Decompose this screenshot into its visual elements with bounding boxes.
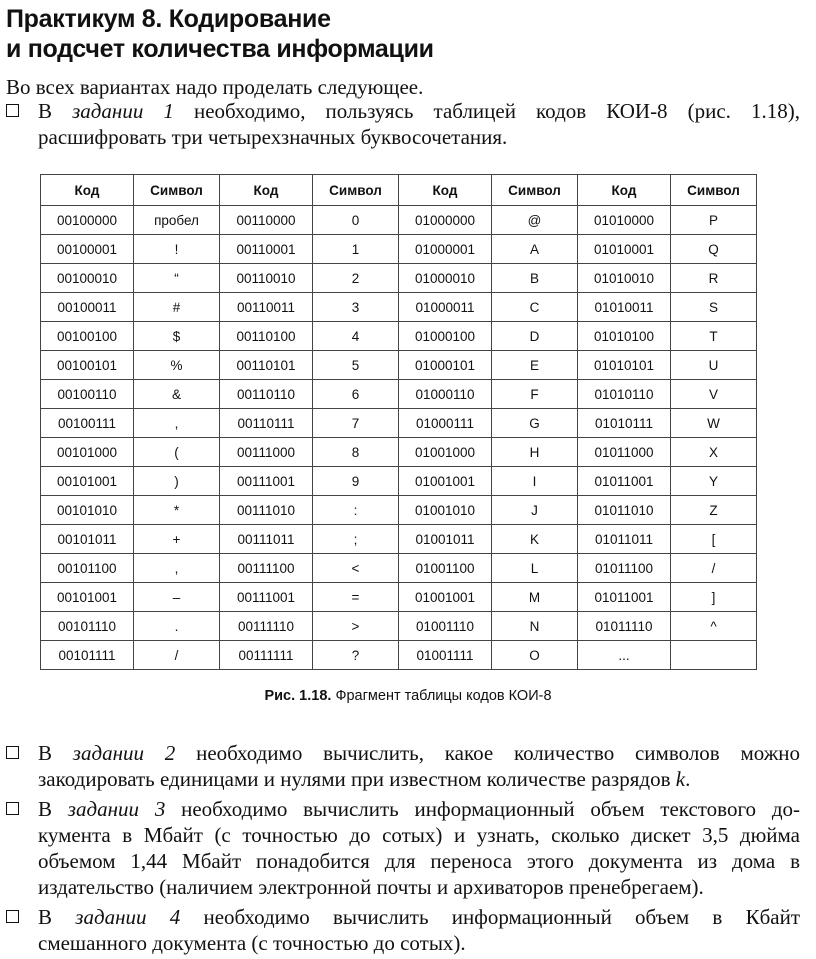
symbol-cell: 6 <box>313 380 399 409</box>
code-cell: 01010000 <box>578 206 671 235</box>
code-cell: 01001111 <box>399 641 492 670</box>
symbol-cell: B <box>492 264 578 293</box>
code-cell: 01010010 <box>578 264 671 293</box>
symbol-cell: N <box>492 612 578 641</box>
code-cell: 00111001 <box>220 583 313 612</box>
symbol-cell: < <box>313 554 399 583</box>
symbol-cell: U <box>671 351 757 380</box>
code-cell: 01001001 <box>399 467 492 496</box>
code-cell: 01010100 <box>578 322 671 351</box>
task-1-item <box>6 98 800 150</box>
code-cell: ... <box>578 641 671 670</box>
symbol-cell: V <box>671 380 757 409</box>
code-cell: 00100011 <box>41 293 134 322</box>
figure-caption <box>0 688 816 704</box>
code-cell: 00110111 <box>220 409 313 438</box>
code-cell: 01011110 <box>578 612 671 641</box>
symbol-cell: @ <box>492 206 578 235</box>
code-cell: 01000011 <box>399 293 492 322</box>
table-row <box>41 438 757 467</box>
task-1-line-1: В задании 1 необходимо, пользуясь таблицей кодов КОИ-8 (рис. 1.18), <box>38 99 801 123</box>
table-row <box>41 264 757 293</box>
column-header-symbol: Символ <box>492 175 578 206</box>
code-cell: 00101100 <box>41 554 134 583</box>
code-cell: 00100101 <box>41 351 134 380</box>
symbol-cell: S <box>671 293 757 322</box>
table-row <box>41 206 757 235</box>
symbol-cell: $ <box>134 322 220 351</box>
code-cell: 00111011 <box>220 525 313 554</box>
symbol-cell: 5 <box>313 351 399 380</box>
symbol-cell: . <box>134 612 220 641</box>
code-cell: 00111100 <box>220 554 313 583</box>
task-3-line-2: кумента в Мбайт (с точностью до сотых) и узнать, сколько дискет 3,5 дюйма <box>38 823 800 847</box>
symbol-cell: ; <box>313 525 399 554</box>
code-cell: 01001110 <box>399 612 492 641</box>
symbol-cell: * <box>134 496 220 525</box>
symbol-cell: W <box>671 409 757 438</box>
task-3-line-4: издательство (наличием электронной почты и архиваторов пренебрегаем). <box>38 875 704 899</box>
lead-paragraph: Во всех вариантах надо проделать следующее. <box>6 75 424 99</box>
code-cell: 01001100 <box>399 554 492 583</box>
table-row <box>41 409 757 438</box>
code-cell: 00100010 <box>41 264 134 293</box>
code-cell: 00110100 <box>220 322 313 351</box>
symbol-cell: ! <box>134 235 220 264</box>
symbol-cell: , <box>134 554 220 583</box>
table-row <box>41 322 757 351</box>
code-cell: 01010101 <box>578 351 671 380</box>
code-cell: 01011010 <box>578 496 671 525</box>
code-cell: 00110101 <box>220 351 313 380</box>
symbol-cell: A <box>492 235 578 264</box>
symbol-cell: , <box>134 409 220 438</box>
code-cell: 00101001 <box>41 583 134 612</box>
symbol-cell: [ <box>671 525 757 554</box>
code-cell: 01011011 <box>578 525 671 554</box>
code-cell: 01011100 <box>578 554 671 583</box>
symbol-cell: 4 <box>313 322 399 351</box>
table-row <box>41 293 757 322</box>
symbol-cell: 7 <box>313 409 399 438</box>
symbol-cell: R <box>671 264 757 293</box>
symbol-cell: F <box>492 380 578 409</box>
code-cell: 00110010 <box>220 264 313 293</box>
code-cell: 01010001 <box>578 235 671 264</box>
caption-label: Рис. 1.18. <box>264 688 332 704</box>
task-4-line-1: В задании 4 необходимо вычислить информационный объем в Кбайт <box>38 905 800 929</box>
code-cell: 00111010 <box>220 496 313 525</box>
symbol-cell: G <box>492 409 578 438</box>
table-row <box>41 554 757 583</box>
symbol-cell: # <box>134 293 220 322</box>
symbol-cell: D <box>492 322 578 351</box>
symbol-cell: & <box>134 380 220 409</box>
task-2-item <box>6 740 800 792</box>
code-cell: 00111000 <box>220 438 313 467</box>
code-cell: 01000001 <box>399 235 492 264</box>
task-3-line-3: объемом 1,44 Мбайт понадобится для переноса этого документа из дома в <box>38 849 800 873</box>
symbol-cell: P <box>671 206 757 235</box>
code-cell: 00100001 <box>41 235 134 264</box>
symbol-cell: E <box>492 351 578 380</box>
table-header-row <box>41 175 757 206</box>
code-cell: 00110000 <box>220 206 313 235</box>
table-body <box>41 206 757 670</box>
column-header-code: Код <box>220 175 313 206</box>
task-4-item <box>6 904 800 956</box>
code-cell: 00101001 <box>41 467 134 496</box>
column-header-code: Код <box>41 175 134 206</box>
symbol-cell: пробел <box>134 206 220 235</box>
symbol-cell: Y <box>671 467 757 496</box>
code-cell: 01010111 <box>578 409 671 438</box>
symbol-cell: – <box>134 583 220 612</box>
table-row <box>41 641 757 670</box>
code-cell: 00101000 <box>41 438 134 467</box>
task-3-item <box>6 796 800 900</box>
code-cell: 00100110 <box>41 380 134 409</box>
symbol-cell: I <box>492 467 578 496</box>
page-title <box>6 4 434 64</box>
symbol-cell: H <box>492 438 578 467</box>
symbol-cell: M <box>492 583 578 612</box>
table-row <box>41 612 757 641</box>
code-cell: 01001001 <box>399 583 492 612</box>
code-cell: 01000010 <box>399 264 492 293</box>
code-cell: 00100111 <box>41 409 134 438</box>
symbol-cell: 0 <box>313 206 399 235</box>
symbol-cell: + <box>134 525 220 554</box>
code-cell: 01011000 <box>578 438 671 467</box>
symbol-cell: % <box>134 351 220 380</box>
code-cell: 00111001 <box>220 467 313 496</box>
checkbox-bullet-icon <box>6 104 19 117</box>
column-header-symbol: Символ <box>671 175 757 206</box>
symbol-cell: 8 <box>313 438 399 467</box>
symbol-cell: 3 <box>313 293 399 322</box>
symbol-cell: ) <box>134 467 220 496</box>
code-cell: 01001000 <box>399 438 492 467</box>
code-cell: 00111111 <box>220 641 313 670</box>
table-row <box>41 583 757 612</box>
symbol-cell: ( <box>134 438 220 467</box>
task-4-line-2: смешанного документа (с точностью до сотых). <box>38 931 466 955</box>
code-cell: 00100000 <box>41 206 134 235</box>
symbol-cell: Z <box>671 496 757 525</box>
code-cell: 01000000 <box>399 206 492 235</box>
code-cell: 00100100 <box>41 322 134 351</box>
symbol-cell: L <box>492 554 578 583</box>
table-row <box>41 525 757 554</box>
code-cell: 01001010 <box>399 496 492 525</box>
column-header-symbol: Символ <box>313 175 399 206</box>
symbol-cell: C <box>492 293 578 322</box>
symbol-cell: / <box>671 554 757 583</box>
table-row <box>41 380 757 409</box>
symbol-cell: 2 <box>313 264 399 293</box>
code-cell: 01000101 <box>399 351 492 380</box>
title-line-1: Практикум 8. Кодирование <box>6 5 331 33</box>
symbol-cell: / <box>134 641 220 670</box>
koi8-code-table <box>40 174 757 670</box>
code-cell: 01010110 <box>578 380 671 409</box>
symbol-cell: Q <box>671 235 757 264</box>
symbol-cell: ] <box>671 583 757 612</box>
table-row <box>41 496 757 525</box>
symbol-cell: = <box>313 583 399 612</box>
code-cell: 01011001 <box>578 467 671 496</box>
code-cell: 00101010 <box>41 496 134 525</box>
task-2-line-2: закодировать единицами и нулями при известном количестве разрядов k. <box>38 767 691 791</box>
symbol-cell: X <box>671 438 757 467</box>
column-header-symbol: Символ <box>134 175 220 206</box>
symbol-cell: T <box>671 322 757 351</box>
symbol-cell: K <box>492 525 578 554</box>
code-cell: 01000100 <box>399 322 492 351</box>
symbol-cell <box>671 641 757 670</box>
code-cell: 01001011 <box>399 525 492 554</box>
table-row <box>41 235 757 264</box>
table-row <box>41 351 757 380</box>
task-2-line-1: В задании 2 необходимо вычислить, какое количество символов можно <box>38 741 801 765</box>
column-header-code: Код <box>399 175 492 206</box>
code-cell: 00101110 <box>41 612 134 641</box>
symbol-cell: ? <box>313 641 399 670</box>
table-row <box>41 467 757 496</box>
symbol-cell: > <box>313 612 399 641</box>
code-cell: 00110110 <box>220 380 313 409</box>
code-cell: 00101011 <box>41 525 134 554</box>
symbol-cell: 9 <box>313 467 399 496</box>
code-cell: 01000110 <box>399 380 492 409</box>
column-header-code: Код <box>578 175 671 206</box>
checkbox-bullet-icon <box>6 802 19 815</box>
code-cell: 01011001 <box>578 583 671 612</box>
checkbox-bullet-icon <box>6 910 19 923</box>
symbol-cell: : <box>313 496 399 525</box>
symbol-cell: O <box>492 641 578 670</box>
symbol-cell: 1 <box>313 235 399 264</box>
symbol-cell: J <box>492 496 578 525</box>
checkbox-bullet-icon <box>6 746 19 759</box>
code-cell: 01010011 <box>578 293 671 322</box>
symbol-cell: “ <box>134 264 220 293</box>
title-line-2: и подсчет количества информации <box>6 35 434 63</box>
symbol-cell: ^ <box>671 612 757 641</box>
caption-text: Фрагмент таблицы кодов КОИ-8 <box>331 688 552 704</box>
code-cell: 00111110 <box>220 612 313 641</box>
code-cell: 00101111 <box>41 641 134 670</box>
code-cell: 00110011 <box>220 293 313 322</box>
code-cell: 00110001 <box>220 235 313 264</box>
code-cell: 01000111 <box>399 409 492 438</box>
task-1-line-2: расшифровать три четырехзначных буквосочетания. <box>38 125 508 149</box>
task-3-line-1: В задании 3 необходимо вычислить информационный объем текстового до- <box>38 797 800 821</box>
